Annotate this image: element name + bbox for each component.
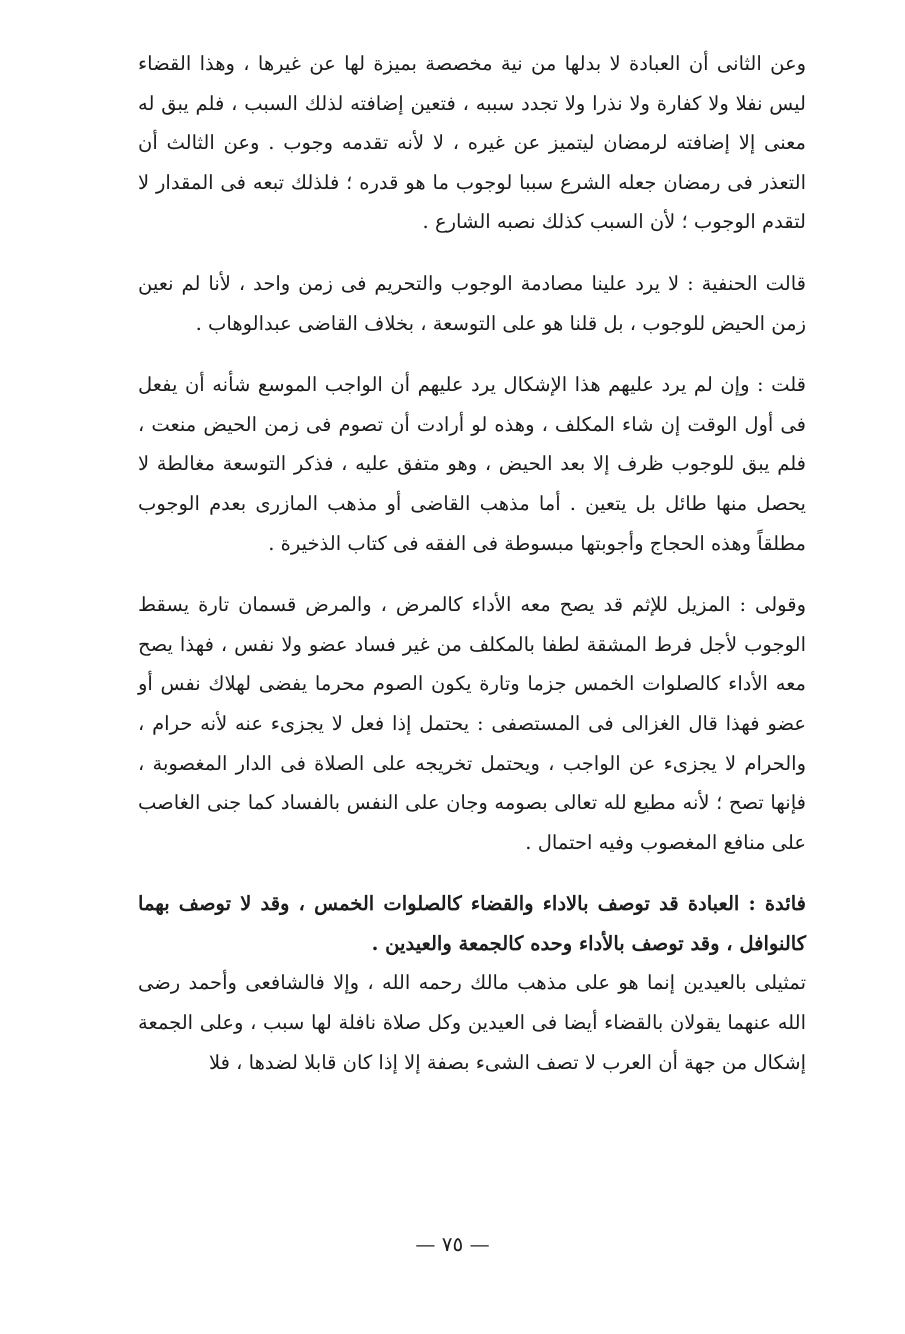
paragraph-2: قالت الحنفية : لا يرد علينا مصادمة الوجوب والتحريم فى زمن واحد ، لأنا لم نعين زمن الحيض للوجوب ، بل قلنا هو على التوسعة ، بخلاف القاضى عبدالوهاب . bbox=[138, 271, 806, 335]
paragraph-4: وقولى : المزيل للإثم قد يصح معه الأداء كالمرض ، والمرض قسمان تارة يسقط الوجوب لأجل فرط المشقة لطفا بالمكلف من غير فساد عضو ولا نفس ، فهذا يصح معه الأداء كالصلوات الخمس جزما وتارة يكون الصوم محرما يفضى لهلاك نفس أو عضو فهذا قال الغزالى فى المستصفى : يحتمل إذا فعل لا يجزىء عنه لأنه حرام ، والحرام لا يجزىء عن الواجب ، ويحتمل تخريجه على الصلاة فى الدار المغصوبة ، فإنها تصح ؛ لأنه مطيع لله تعالى بصومه وجان على النفس بالفساد كما جنى الغاصب على منافع المغصوب وفيه احتمال . bbox=[138, 593, 806, 854]
page-number: — ٧٥ — bbox=[415, 1232, 490, 1256]
paragraph-gap bbox=[138, 343, 806, 365]
paragraph-3: قلت : وإن لم يرد عليهم هذا الإشكال يرد عليهم أن الواجب الموسع شأنه أن يفعل فى أول الوقت إن شاء المكلف ، وهذه لو أرادت أن تصوم فى زمن الحيض منعت ، فلم يبق للوجوب ظرف إلا بعد الحيض ، وهو متفق عليه ، فذكر التوسعة مغالطة لا يحصل منها طائل بل يتعين . أما مذهب القاضى أو مذهب المازرى بعدم الوجوب مطلقاً وهذه الحجاج وأجوبتها مبسوطة فى الفقه فى كتاب الذخيرة . bbox=[138, 373, 806, 555]
paragraph-6: تمثيلى بالعيدين إنما هو على مذهب مالك رحمه الله ، وإلا فالشافعى وأحمد رضى الله عنهما يقولان بالقضاء أيضا فى العيدين وكل صلاة نافلة لها سبب ، وعلى الجمعة إشكال من جهة أن العرب لا تصف الشىء بصفة إلا إذا كان قابلا لضدها ، فلا bbox=[138, 971, 806, 1074]
paragraph-gap bbox=[138, 242, 806, 264]
page-body bbox=[138, 44, 806, 1082]
paragraph-5-note: فائدة : العبادة قد توصف بالاداء والقضاء كالصلوات الخمس ، وقد لا توصف بهما كالنوافل ، وقد توصف بالأداء وحده كالجمعة والعيدين . bbox=[138, 892, 806, 955]
paragraph-gap bbox=[138, 563, 806, 585]
paragraph-gap bbox=[138, 862, 806, 884]
paragraph-1: وعن الثانى أن العبادة لا بدلها من نية مخصصة بميزة لها عن غيرها ، وهذا القضاء ليس نفلا ولا كفارة ولا نذرا ولا تجدد سببه ، فتعين إضافته لذلك السبب ، فلم يبق له معنى إلا إضافته لرمضان ليتميز عن غيره ، لا لأنه تقدمه وجوب . وعن الثالث أن التعذر فى رمضان جعله الشرع سببا لوجوب ما هو قدره ؛ فلذلك تبعه فى المقدار لا لتقدم الوجوب ؛ لأن السبب كذلك نصبه الشارع . bbox=[138, 52, 806, 234]
